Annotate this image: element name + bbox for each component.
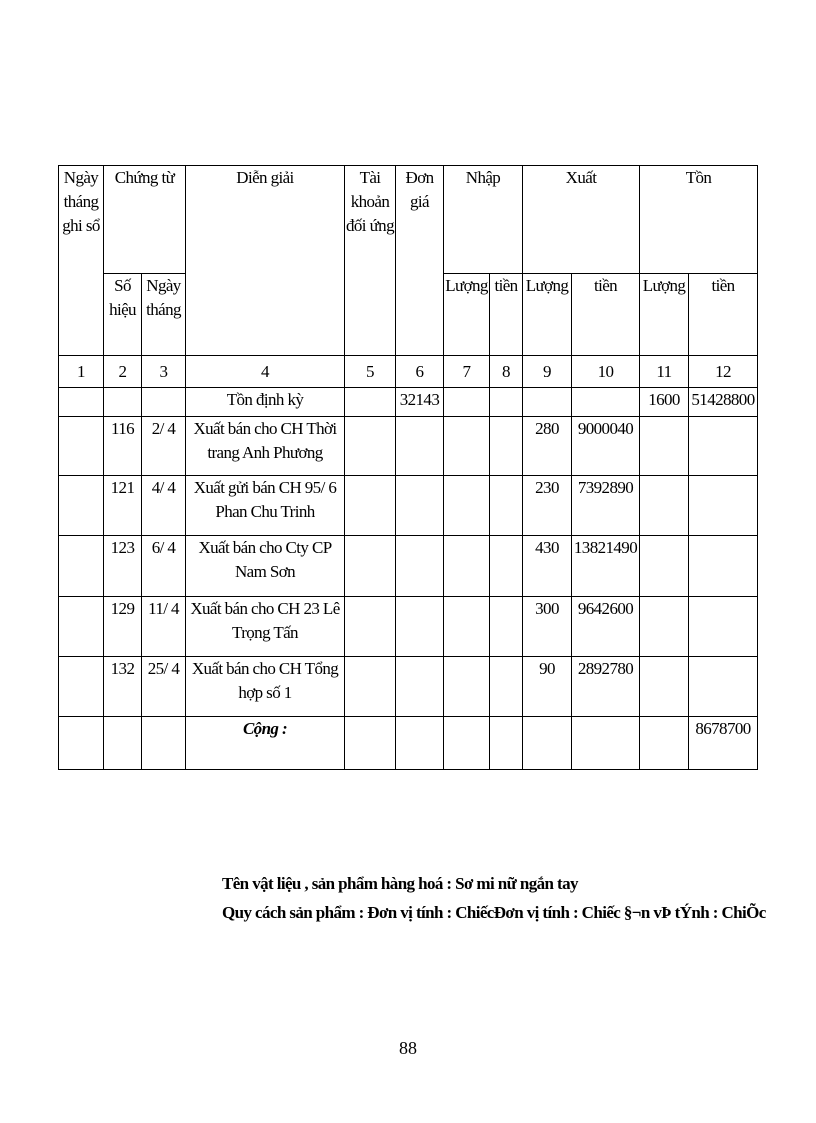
empty-cell [345,388,396,417]
row-ngay: 25/ 4 [142,657,186,717]
empty-cell [59,536,104,597]
empty-cell [396,657,444,717]
empty-cell [142,717,186,770]
row-dien-giai: Xuất bán cho CH Tổng hợp số 1 [186,657,345,717]
header-tai-khoan-doi-ung: Tài khoản đối ứng [345,166,396,356]
table-row [59,476,758,536]
empty-cell [396,536,444,597]
product-summary [222,869,766,927]
row-tien-xuat: 2892780 [572,657,640,717]
row-luong-xuat: 300 [523,597,572,657]
empty-cell [640,717,689,770]
column-number: 2 [104,356,142,388]
row-ngay: 6/ 4 [142,536,186,597]
empty-cell [490,388,523,417]
empty-cell [345,597,396,657]
empty-cell [689,476,758,536]
row-ngay: 11/ 4 [142,597,186,657]
empty-cell [345,657,396,717]
product-spec-line: Quy cách sản phẩm : Đơn vị tính : ChiếcĐơn vị tính : Chiếc §¬n vÞ tÝnh : ChiÕc [222,903,766,922]
header-tien-xuat: tiền [572,274,640,356]
empty-cell [444,536,490,597]
column-number: 12 [689,356,758,388]
total-tien-ton: 8678700 [689,717,758,770]
empty-cell [689,417,758,476]
table-row [59,536,758,597]
table-row [59,417,758,476]
empty-cell [640,417,689,476]
column-number-row [59,356,758,388]
row-so-hieu: 129 [104,597,142,657]
total-row [59,717,758,770]
row-dien-giai: Xuất bán cho Cty CP Nam Sơn [186,536,345,597]
empty-cell [689,536,758,597]
empty-cell [396,417,444,476]
header-tien-ton: tiền [689,274,758,356]
empty-cell [396,476,444,536]
empty-cell [689,597,758,657]
row-tien-xuat: 9000040 [572,417,640,476]
empty-cell [345,417,396,476]
empty-cell [59,657,104,717]
column-number: 11 [640,356,689,388]
page-number: 88 [399,1038,417,1058]
row-dien-giai: Xuất bán cho CH Thời trang Anh Phương [186,417,345,476]
header-ton: Tồn [640,166,758,274]
empty-cell [640,657,689,717]
empty-cell [59,388,104,417]
column-number: 10 [572,356,640,388]
empty-cell [345,717,396,770]
row-dien-giai: Xuất bán cho CH 23 Lê Trọng Tấn [186,597,345,657]
row-luong-xuat: 430 [523,536,572,597]
row-dien-giai: Xuất gửi bán CH 95/ 6 Phan Chu Trinh [186,476,345,536]
empty-cell [59,417,104,476]
empty-cell [345,476,396,536]
column-number: 7 [444,356,490,388]
empty-cell [59,597,104,657]
empty-cell [444,657,490,717]
row-so-hieu: 121 [104,476,142,536]
row-ngay: 4/ 4 [142,476,186,536]
ledger-table [58,165,758,770]
empty-cell [572,388,640,417]
header-luong-nhap: Lượng [444,274,490,356]
empty-cell [444,717,490,770]
empty-cell [490,597,523,657]
empty-cell [523,717,572,770]
empty-cell [490,476,523,536]
opening-tien-ton: 51428800 [689,388,758,417]
opening-balance-row [59,388,758,417]
empty-cell [396,717,444,770]
header-ngay-thang: Ngày tháng [142,274,186,356]
header-row-main [59,166,758,274]
column-number: 6 [396,356,444,388]
header-dien-giai: Diễn giải [186,166,345,356]
header-tien-nhap: tiền [490,274,523,356]
empty-cell [396,597,444,657]
row-tien-xuat: 7392890 [572,476,640,536]
table-row [59,597,758,657]
row-ngay: 2/ 4 [142,417,186,476]
empty-cell [142,388,186,417]
column-number: 1 [59,356,104,388]
header-chung-tu: Chứng từ [104,166,186,274]
column-number: 8 [490,356,523,388]
empty-cell [59,717,104,770]
row-tien-xuat: 13821490 [572,536,640,597]
opening-dien-giai: Tồn định kỳ [186,388,345,417]
total-label: Cộng : [186,717,345,770]
header-luong-xuat: Lượng [523,274,572,356]
empty-cell [59,476,104,536]
column-number: 5 [345,356,396,388]
empty-cell [444,417,490,476]
row-luong-xuat: 280 [523,417,572,476]
empty-cell [345,536,396,597]
empty-cell [572,717,640,770]
header-luong-ton: Lượng [640,274,689,356]
empty-cell [490,717,523,770]
empty-cell [523,388,572,417]
row-so-hieu: 123 [104,536,142,597]
column-number: 3 [142,356,186,388]
column-number: 4 [186,356,345,388]
empty-cell [490,536,523,597]
row-tien-xuat: 9642600 [572,597,640,657]
header-nhap: Nhập [444,166,523,274]
empty-cell [444,388,490,417]
header-so-hieu: Số hiệu [104,274,142,356]
opening-luong-ton: 1600 [640,388,689,417]
empty-cell [689,657,758,717]
empty-cell [104,717,142,770]
empty-cell [640,476,689,536]
empty-cell [490,657,523,717]
header-don-gia: Đơn giá [396,166,444,356]
empty-cell [444,597,490,657]
table-row [59,657,758,717]
empty-cell [640,597,689,657]
header-xuat: Xuất [523,166,640,274]
row-luong-xuat: 90 [523,657,572,717]
empty-cell [490,417,523,476]
product-name-line: Tên vật liệu , sản phẩm hàng hoá : Sơ mi nữ ngắn tay [222,874,578,893]
header-ngay-ghi-so: Ngày tháng ghi sổ [59,166,104,356]
column-number: 9 [523,356,572,388]
empty-cell [640,536,689,597]
row-so-hieu: 116 [104,417,142,476]
row-luong-xuat: 230 [523,476,572,536]
empty-cell [444,476,490,536]
row-so-hieu: 132 [104,657,142,717]
opening-don-gia: 32143 [396,388,444,417]
empty-cell [104,388,142,417]
